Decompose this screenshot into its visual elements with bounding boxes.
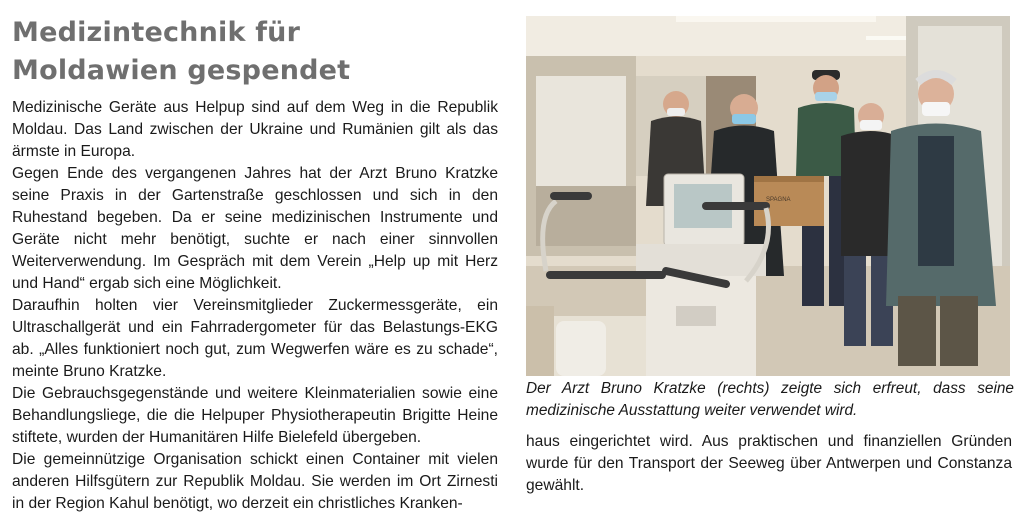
- box-label: SPAGNA: [766, 197, 791, 203]
- headline: [12, 14, 512, 90]
- article-body: [12, 97, 498, 515]
- photo-caption: Der Arzt Bruno Kratzke (rechts) zeigte sich erfreut, dass seine medizinische Ausstattung weiter verwendet wird.: [526, 380, 1014, 419]
- paragraph: Gegen Ende des vergangenen Jahres hat der Arzt Bruno Kratzke seine Praxis in der Gartenstraße geschlossen und sich in den Ruhestand begeben. Da er seine medizinischen Instrumente und Geräte nicht mehr benötigt, suchte er nach einer sinnvollen Weiterverwendung. Im Gespräch mit dem Verein „Help up mit Herz und Hand“ ergab sich eine Möglichkeit.: [12, 165, 498, 292]
- paragraph: Medizinische Geräte aus Helpup sind auf dem Weg in die Republik Moldau. Das Land zwischen der Ukraine und Rumänien gilt als das ärmste in Europa.: [12, 99, 498, 160]
- paragraph: haus eingerichtet wird. Aus praktischen und finanziellen Gründen wurde für den Transport der Seeweg über Antwerpen und Constanza gewählt.: [526, 433, 1012, 494]
- article-photo: [526, 16, 1010, 376]
- paragraph: Daraufhin holten vier Vereinsmitglieder Zuckermessgeräte, ein Ultraschallgerät und ein Fahrradergometer für das Belastungs-EKG ab. „Alles funktioniert noch gut, zum Wegwerfen wäre es zu schade“, meinte Bruno Kratzke.: [12, 297, 498, 380]
- headline-line-1: Medizintechnik für: [12, 17, 301, 48]
- paragraph: Die Gebrauchsgegenstände und weitere Kleinmaterialien sowie eine Behandlungsliege, die die Helpuper Physiotherapeutin Brigitte Heine stiftete, wurden der Humanitären Hilfe Bielefeld übergeben.: [12, 385, 498, 446]
- article-continuation: [526, 431, 1012, 497]
- paragraph: Die gemeinnützige Organisation schickt einen Container mit vielen anderen Hilfsgütern zur Republik Moldau. Sie werden im Ort Zirnesti in der Region Kahul benötigt, wo derzeit ein christliches Kranken-: [12, 451, 498, 512]
- headline-line-2: Moldawien gespendet: [12, 55, 351, 86]
